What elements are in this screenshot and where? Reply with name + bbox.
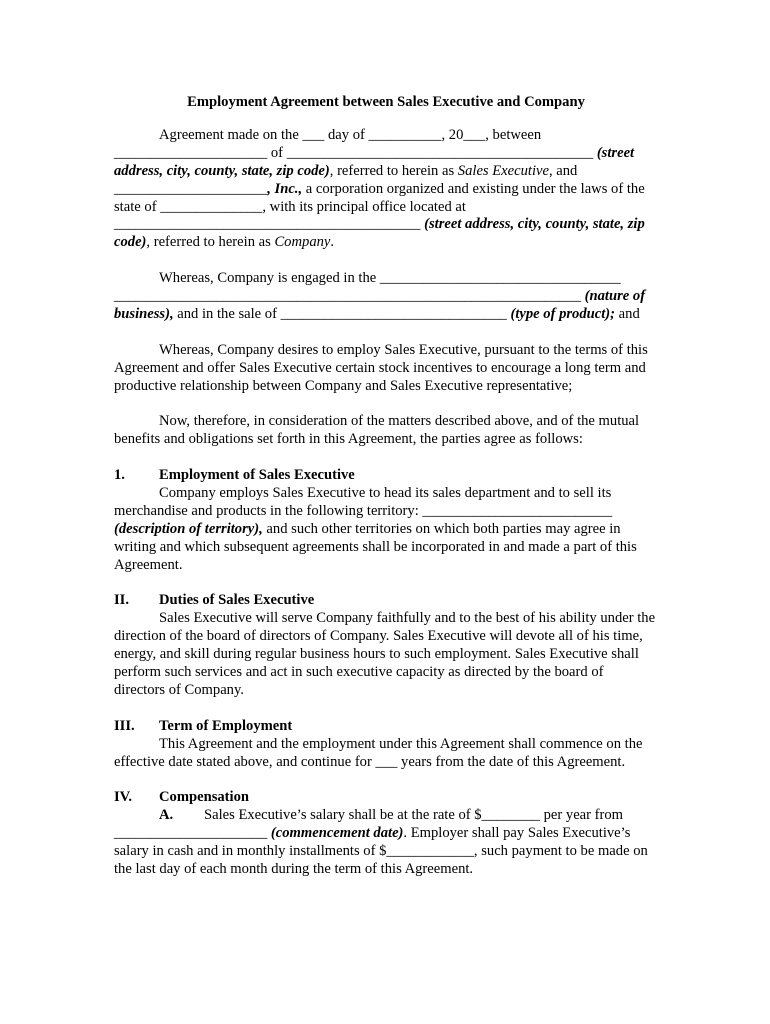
placeholder-hint: , Inc., — [267, 180, 303, 197]
placeholder-hint: (commencement date) — [270, 825, 404, 842]
section-body: Sales Executive will serve Company faithfully and to the best of his ability under the direction of the board of directors of Company. Sales Executive will devote all of his time, energy, and skill during regular business hours to such employment. Sales Executive shall perform such services and act in such executive capacity as directed by the board of directors of Company. — [114, 610, 656, 698]
text-run: Sales Executive’s salary shall be at the rate of $________ per year from _____________________ — [114, 807, 624, 842]
section-body — [114, 807, 658, 879]
section-number: IV. — [114, 789, 132, 806]
text-run: . Employer shall pay Sales Executive’s salary in cash and in monthly installments of $____________, such payment to be made on the last day of each month during the term of this Agreement. — [114, 825, 648, 877]
section-title: Duties of Sales Executive — [159, 592, 315, 609]
section-body — [114, 485, 658, 575]
text-run: , referred to herein as — [329, 162, 458, 179]
text-run: and — [615, 305, 640, 322]
placeholder-hint: (description of territory), — [114, 520, 263, 537]
whereas-paragraph-2: Whereas, Company desires to employ Sales Executive, pursuant to the terms of this Agreement and offer Sales Executive certain stock incentives to encourage a long term and productive relationship between Company and Sales Executive representative; — [114, 341, 648, 394]
section-number: III. — [114, 717, 135, 734]
section-term — [114, 718, 658, 772]
section-number: II. — [114, 592, 130, 609]
document-title: Employment Agreement between Sales Executive and Company — [187, 94, 585, 110]
placeholder-hint: (nature of business), — [114, 288, 646, 322]
text-run: Whereas, Company is engaged in the _________________________________ ________________________________________________________________ — [114, 270, 621, 305]
subsection-label: A. — [159, 807, 174, 824]
intro-paragraph — [114, 127, 658, 252]
text-run: and such other territories on which both parties may agree in writing and which subsequent agreements shall be incorporated in and made a part of this Agreement. — [114, 520, 637, 573]
section-number: 1. — [114, 467, 125, 484]
text-run: and in the sale of _______________________________ — [173, 305, 511, 322]
text-run: , referred to herein as — [146, 234, 275, 251]
section-title: Term of Employment — [159, 717, 293, 734]
text-run: Agreement made on the ___ day of __________, 20___, between _____________________ of __________________________________________ — [114, 126, 597, 161]
defined-term: Sales Executive — [457, 162, 549, 179]
text-run: , and _____________________ — [114, 162, 578, 197]
whereas-paragraph-1 — [114, 270, 658, 324]
section-heading — [114, 789, 658, 807]
section-heading — [114, 467, 658, 485]
text-run: Company employs Sales Executive to head its sales department and to sell its merchandise and products in the following territory: __________________________ — [114, 484, 613, 519]
section-duties — [114, 592, 658, 699]
now-therefore-paragraph: Now, therefore, in consideration of the matters described above, and of the mutual benefits and obligations set forth in this Agreement, the parties agree as follows: — [114, 413, 640, 448]
document-content — [114, 94, 658, 897]
section-heading — [114, 718, 658, 736]
section-employment — [114, 467, 658, 574]
defined-term: Company — [274, 234, 331, 251]
text-run: . — [330, 234, 335, 251]
placeholder-hint: (type of product); — [510, 305, 616, 322]
section-title: Employment of Sales Executive — [159, 467, 355, 484]
section-compensation — [114, 789, 658, 879]
placeholder-hint: (street address, city, county, state, zip code) — [114, 216, 645, 251]
placeholder-hint: (street address, city, county, state, zip code) — [114, 144, 635, 179]
section-title: Compensation — [159, 789, 250, 806]
section-heading — [114, 592, 658, 610]
text-run: a corporation organized and existing under the laws of the state of ______________, with its principal office located at __________________________________________ — [114, 180, 645, 233]
section-body: This Agreement and the employment under this Agreement shall commence on the effective date stated above, and continue for ___ years from the date of this Agreement. — [114, 735, 643, 770]
